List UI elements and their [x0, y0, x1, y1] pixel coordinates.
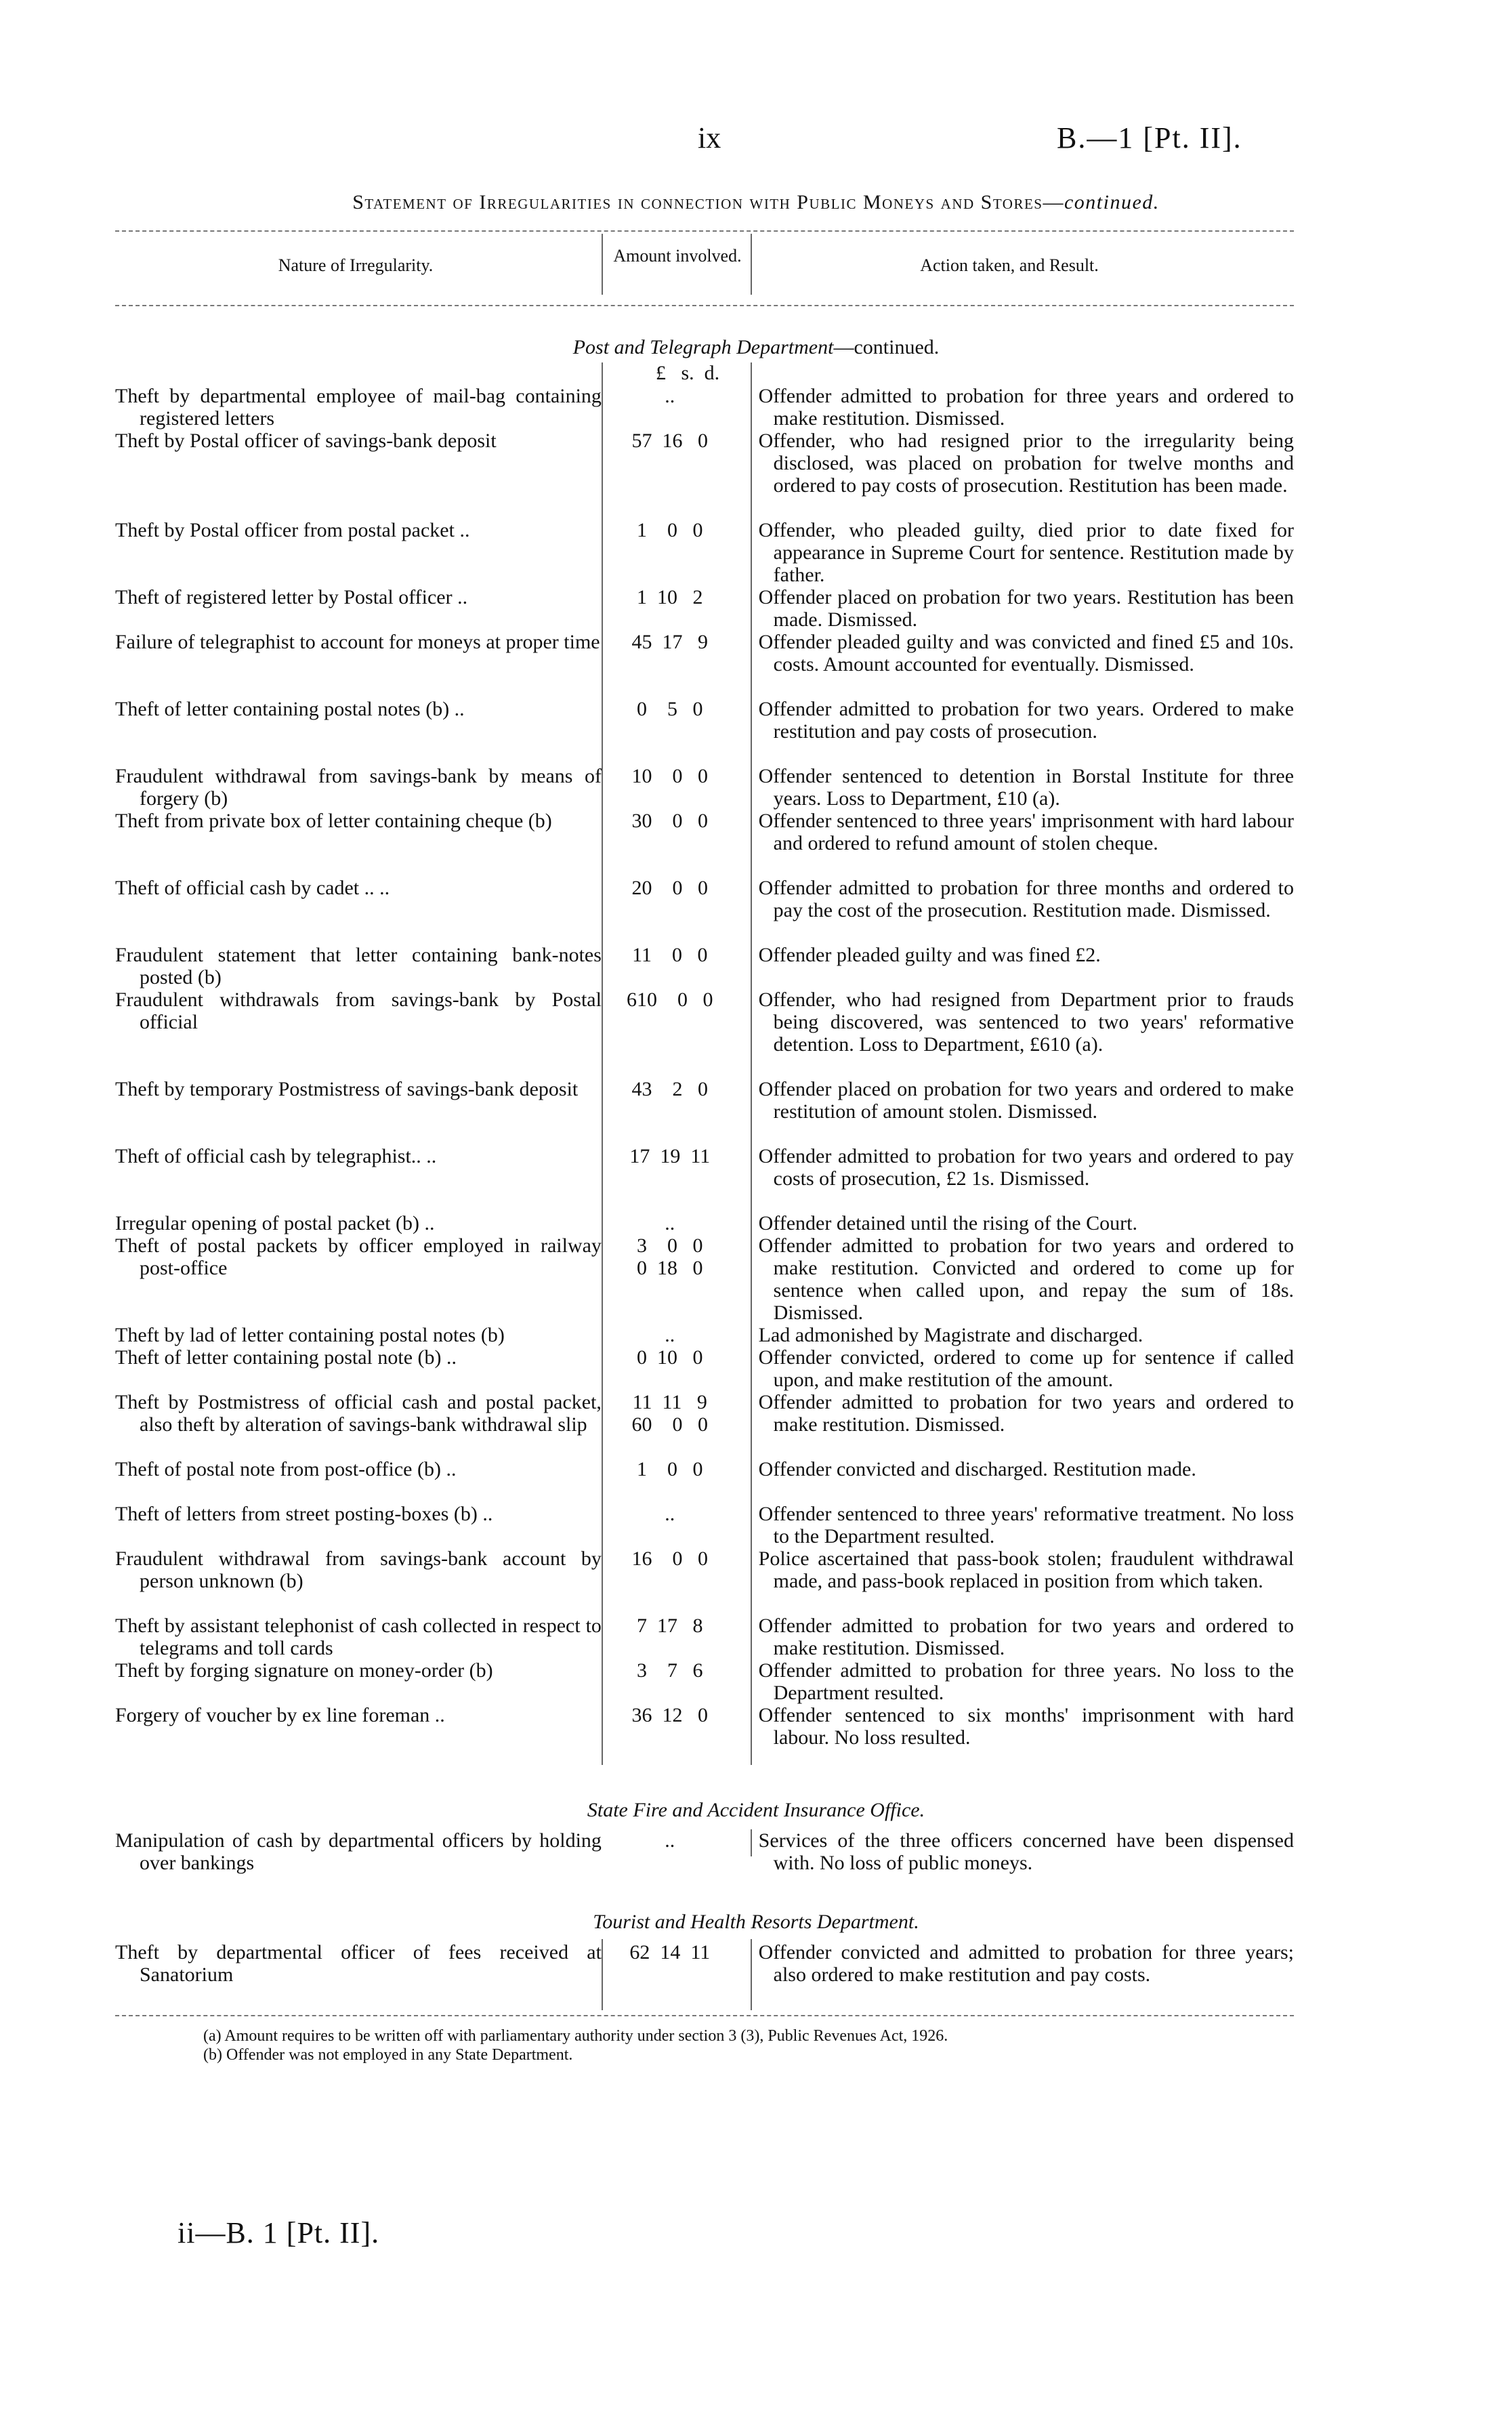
footnote-b: (b) Offender was not employed in any State Department.	[203, 2046, 573, 2064]
amount-cell: ..	[665, 1503, 675, 1525]
table-row	[115, 586, 1294, 631]
table-row	[115, 1941, 1294, 2008]
nature-cell: Theft of registered letter by Postal officer ..	[115, 586, 468, 608]
table-row	[115, 1346, 1294, 1391]
table-row	[115, 1234, 1294, 1324]
amount-cell: 62 14 11	[629, 1941, 711, 1963]
amount-cell: 1 0 0	[637, 1458, 703, 1480]
page-number: ix	[698, 121, 721, 154]
amount-cell: ..	[665, 1212, 675, 1234]
table-row	[115, 1615, 1294, 1659]
table-row	[115, 1145, 1294, 1212]
amount-cell: 43 2 0	[631, 1078, 709, 1100]
amount-cell: ..	[665, 385, 675, 407]
action-cell: Offender, who pleaded guilty, died prior to date fixed for appearance in Supreme Court for sentence. Restitution made by father.	[758, 519, 1295, 586]
nature-cell: Theft of official cash by telegraphist.. ..	[115, 1145, 437, 1167]
action-cell: Offender admitted to probation for two years and ordered to pay costs of prosecution, £2 1s. Dismissed.	[758, 1145, 1295, 1190]
action-cell: Offender placed on probation for two years and ordered to make restitution of amount stolen. Dismissed.	[758, 1078, 1295, 1123]
action-cell: Offender detained until the rising of the Court.	[758, 1212, 1137, 1234]
table-row	[115, 1391, 1294, 1458]
table-row	[115, 1704, 1294, 1749]
amount-cell: 10 0 0	[631, 765, 709, 787]
nature-cell: Theft by Postal officer of savings-bank deposit	[115, 430, 497, 452]
header-top-rule	[115, 230, 1294, 232]
table-row	[115, 1547, 1294, 1615]
nature-cell: Theft of postal packets by officer employed in railway post-office	[115, 1234, 602, 1279]
nature-cell: Theft by lad of letter containing postal notes (b)	[115, 1324, 505, 1346]
amount-cell: 17 19 11	[629, 1145, 711, 1167]
amount-cell: 11 0 0	[632, 944, 708, 966]
header-divider-right	[751, 234, 752, 295]
amount-cell: 7 17 8	[637, 1615, 703, 1637]
document-reference: B.—1 [Pt. II].	[1057, 121, 1242, 154]
amount-cell: 45 17 9	[631, 631, 709, 653]
nature-cell: Fraudulent withdrawal from savings-bank by means of forgery (b)	[115, 765, 602, 810]
action-cell: Offender admitted to probation for two years and ordered to make restitution. Dismissed.	[758, 1391, 1295, 1436]
nature-cell: Theft of postal note from post-office (b) ..	[115, 1458, 457, 1480]
nature-cell: Fraudulent withdrawals from savings-bank by Postal official	[115, 989, 602, 1033]
section-title-post-telegraph	[0, 336, 1512, 359]
amount-cell: 1 10 2	[637, 586, 703, 608]
amount-cell: 0 10 0	[637, 1346, 703, 1369]
amount-cell: 1 0 0	[637, 519, 703, 541]
nature-cell: Theft by Postmistress of official cash and postal packet, also theft by alteration of savings-bank withdrawal slip	[115, 1391, 602, 1436]
table-row	[115, 631, 1294, 698]
section-title-state-fire	[0, 1799, 1512, 1822]
nature-cell: Fraudulent withdrawal from savings-bank account by person unknown (b)	[115, 1547, 602, 1592]
action-cell: Services of the three officers concerned have been dispensed with. No loss of public moneys.	[758, 1829, 1295, 1874]
column-header-action: Action taken, and Result.	[920, 255, 1099, 275]
table-row	[115, 1503, 1294, 1547]
action-cell: Offender convicted and admitted to probation for three years; also ordered to make restitution and pay costs.	[758, 1941, 1295, 1986]
action-cell: Offender placed on probation for two years. Restitution has been made. Dismissed.	[758, 586, 1295, 631]
title-text: Statement of Irregularities in connection with Public Moneys and Stores—	[352, 191, 1064, 213]
nature-cell: Failure of telegraphist to account for moneys at proper time	[115, 631, 600, 653]
amount-cell: ..	[665, 1829, 675, 1852]
page-title	[0, 191, 1512, 214]
action-cell: Offender convicted and discharged. Restitution made.	[758, 1458, 1196, 1480]
action-cell: Offender sentenced to three years' reformative treatment. No loss to the Department resulted.	[758, 1503, 1295, 1547]
table-row	[115, 1829, 1294, 1874]
amount-cell: 57 16 0	[631, 430, 709, 452]
nature-cell: Theft of letters from street posting-boxes (b) ..	[115, 1503, 493, 1525]
action-cell: Lad admonished by Magistrate and discharged.	[758, 1324, 1143, 1346]
footnote-a: (a) Amount requires to be written off with parliamentary authority under section 3 (3), Public Revenues Act, 1926.	[203, 2027, 948, 2045]
section-title-suffix: —continued.	[833, 336, 940, 358]
nature-cell: Irregular opening of postal packet (b) ..	[115, 1212, 435, 1234]
nature-cell: Theft from private box of letter containing cheque (b)	[115, 810, 552, 832]
amount-cell: ..	[665, 1324, 675, 1346]
action-cell: Offender convicted, ordered to come up for sentence if called upon, and make restitution of the amount.	[758, 1346, 1295, 1391]
tourist-table	[115, 1941, 1294, 2008]
header-divider-left	[602, 234, 603, 295]
irregularities-table	[115, 385, 1294, 1749]
footnotes	[203, 2026, 948, 2064]
action-cell: Offender admitted to probation for three years. No loss to the Department resulted.	[758, 1659, 1295, 1704]
action-cell: Offender sentenced to three years' imprisonment with hard labour and ordered to refund amount of stolen cheque.	[758, 810, 1295, 854]
table-row	[115, 1659, 1294, 1704]
table-row	[115, 1324, 1294, 1346]
nature-cell: Theft by departmental officer of fees received at Sanatorium	[115, 1941, 602, 1986]
nature-cell: Theft of official cash by cadet .. ..	[115, 877, 390, 899]
currency-header: £ s. d.	[656, 362, 720, 384]
amount-cell: 610 0 0	[627, 989, 713, 1011]
amount-cell: 30 0 0	[631, 810, 709, 832]
action-cell: Offender pleaded guilty and was fined £2.	[758, 944, 1101, 966]
action-cell: Offender, who had resigned from Department prior to frauds being discovered, was sentenced to two years' reformative detention. Loss to Department, £610 (a).	[758, 989, 1295, 1056]
nature-cell: Manipulation of cash by departmental officers by holding over bankings	[115, 1829, 602, 1874]
amount-cell: 3 0 0 0 18 0	[637, 1234, 703, 1279]
header-bottom-rule	[115, 305, 1294, 306]
bottom-reference: ii—B. 1 [Pt. II].	[177, 2216, 380, 2249]
title-continued: continued.	[1064, 191, 1160, 213]
amount-cell: 0 5 0	[637, 698, 703, 720]
amount-cell: 16 0 0	[631, 1547, 709, 1570]
table-row	[115, 877, 1294, 944]
nature-cell: Forgery of voucher by ex line foreman ..	[115, 1704, 445, 1726]
amount-cell: 11 11 9 60 0 0	[631, 1391, 709, 1436]
column-header-amount: Amount involved.	[613, 246, 742, 266]
footer-rule	[115, 2015, 1294, 2016]
section-title-text: Tourist and Health Resorts Department.	[593, 1911, 919, 1933]
section-title-text: State Fire and Accident Insurance Office.	[587, 1799, 925, 1821]
action-cell: Offender sentenced to detention in Borstal Institute for three years. Loss to Department, £10 (a).	[758, 765, 1295, 810]
table-row	[115, 810, 1294, 877]
table-row	[115, 989, 1294, 1078]
table-row	[115, 1078, 1294, 1145]
table-row	[115, 698, 1294, 765]
nature-cell: Fraudulent statement that letter containing bank-notes posted (b)	[115, 944, 602, 989]
table-row	[115, 765, 1294, 810]
action-cell: Offender admitted to probation for two years and ordered to make restitution. Dismissed.	[758, 1615, 1295, 1659]
amount-cell: 3 7 6	[637, 1659, 703, 1682]
action-cell: Offender admitted to probation for three years and ordered to make restitution. Dismissed.	[758, 385, 1295, 430]
amount-cell: 36 12 0	[631, 1704, 709, 1726]
table-row	[115, 430, 1294, 519]
nature-cell: Theft by Postal officer from postal packet ..	[115, 519, 470, 541]
action-cell: Offender, who had resigned prior to the irregularity being disclosed, was placed on probation for twelve months and ordered to pay costs of prosecution. Restitution has been made.	[758, 430, 1295, 497]
section-title-text: Post and Telegraph Department	[572, 336, 834, 358]
action-cell: Offender sentenced to six months' imprisonment with hard labour. No loss resulted.	[758, 1704, 1295, 1749]
section-title-tourist	[0, 1911, 1512, 1934]
nature-cell: Theft of letter containing postal note (b) ..	[115, 1346, 457, 1369]
action-cell: Offender admitted to probation for two years and ordered to make restitution. Convicted and ordered to come up for sentence when called upon, and repay the sum of 18s. Dismissed.	[758, 1234, 1295, 1324]
table-row	[115, 519, 1294, 586]
nature-cell: Theft by temporary Postmistress of savings-bank deposit	[115, 1078, 579, 1100]
amount-cell: 20 0 0	[631, 877, 709, 899]
action-cell: Offender pleaded guilty and was convicted and fined £5 and 10s. costs. Amount accounted for eventually. Dismissed.	[758, 631, 1295, 675]
action-cell: Offender admitted to probation for two years. Ordered to make restitution and pay costs of prosecution.	[758, 698, 1295, 743]
action-cell: Offender admitted to probation for three months and ordered to pay the cost of the prosecution. Restitution made. Dismissed.	[758, 877, 1295, 921]
table-row	[115, 385, 1294, 430]
table-row	[115, 1458, 1294, 1503]
state-fire-table	[115, 1829, 1294, 1874]
table-row	[115, 1212, 1294, 1234]
nature-cell: Theft by forging signature on money-order (b)	[115, 1659, 493, 1682]
column-header-nature: Nature of Irregularity.	[278, 255, 434, 275]
action-cell: Police ascertained that pass-book stolen; fraudulent withdrawal made, and pass-book replaced in position from which taken.	[758, 1547, 1295, 1592]
nature-cell: Theft by assistant telephonist of cash collected in respect to telegrams and toll cards	[115, 1615, 602, 1659]
nature-cell: Theft by departmental employee of mail-bag containing registered letters	[115, 385, 602, 430]
nature-cell: Theft of letter containing postal notes (b) ..	[115, 698, 465, 720]
table-row	[115, 944, 1294, 989]
